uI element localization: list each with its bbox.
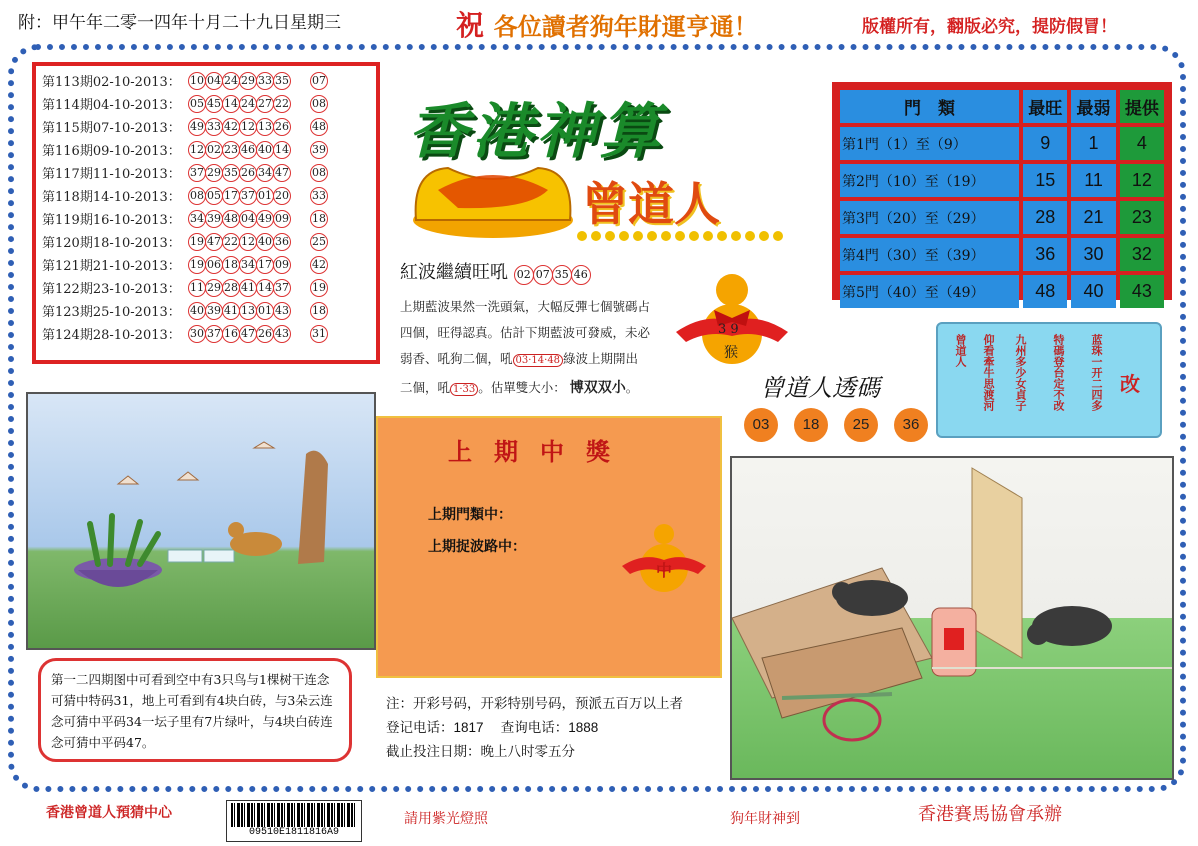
draw-number: 29 — [205, 164, 223, 182]
draw-row — [42, 299, 370, 322]
gate-cell-offer: 32 — [1120, 238, 1164, 271]
gate-cell-name: 第4門（30）至（39） — [840, 238, 1019, 271]
draw-number: 14 — [256, 279, 274, 297]
draw-number: 20 — [273, 187, 291, 205]
gate-row — [840, 238, 1164, 271]
draw-row — [42, 161, 370, 184]
draw-number: 47 — [239, 325, 257, 343]
draw-number: 35 — [273, 72, 291, 90]
draw-number: 37 — [188, 164, 206, 182]
draw-number: 12 — [188, 141, 206, 159]
draw-special-number: 25 — [310, 233, 328, 251]
red-wave-number: 02 — [514, 265, 534, 285]
draw-label: 第117期11-10-2013： — [42, 167, 181, 182]
draw-special-number: 42 — [310, 256, 328, 274]
analysis-paragraph — [400, 294, 660, 403]
draw-label: 第121期21-10-2013： — [42, 259, 181, 274]
gate-cell-offer: 23 — [1120, 201, 1164, 234]
para-badge: 03·14·48 — [513, 354, 564, 367]
gate-cell-name: 第2門（10）至（19） — [840, 164, 1019, 197]
para-line: 四個，旺得認真。估計下期藍波可發威，未必 — [400, 325, 651, 340]
draw-number: 41 — [239, 279, 257, 297]
draw-number: 43 — [273, 302, 291, 320]
draw-number: 13 — [239, 302, 257, 320]
riddle-scroll — [936, 322, 1162, 438]
gourd-label: 猴 — [724, 345, 738, 361]
gate-row — [840, 127, 1164, 160]
gate-cell-offer: 12 — [1120, 164, 1164, 197]
draw-number: 46 — [239, 141, 257, 159]
draw-number: 22 — [273, 95, 291, 113]
riddle-explanation: 第一二四期图中可看到空中有3只鸟与1棵树干连念可猜中特码31，地上可看到有4块白砖，与3朵云连念可猜中平码34一坛子里有7片绿叶，与4块白砖连念可猜中平码47。 — [38, 658, 352, 762]
draw-row — [42, 276, 370, 299]
gate-cell-hot: 15 — [1023, 164, 1067, 197]
last-win-title: 上期中獎 — [448, 437, 632, 466]
draw-label: 第123期25-10-2013： — [42, 305, 181, 320]
draw-number: 18 — [222, 256, 240, 274]
tout-number: 36 — [894, 408, 928, 442]
draw-row — [42, 92, 370, 115]
draw-label: 第119期16-10-2013： — [42, 213, 181, 228]
draw-row — [42, 69, 370, 92]
gate-cell-cold: 40 — [1071, 275, 1115, 308]
draw-number: 23 — [222, 141, 240, 159]
draw-number: 37 — [273, 279, 291, 297]
info-note: 注：开彩号码，开彩特别号码，预派五百万以上者 — [386, 696, 683, 711]
draw-special-number: 08 — [310, 164, 328, 182]
gate-cell-cold: 21 — [1071, 201, 1115, 234]
info-deadline: 截止投注日期：晚上八时零五分 — [386, 744, 575, 759]
gate-cell-cold: 11 — [1071, 164, 1115, 197]
illustration-art — [28, 394, 374, 648]
draw-number: 24 — [239, 95, 257, 113]
para-line — [400, 346, 660, 374]
gate-header: 最弱 — [1071, 90, 1115, 123]
draw-special-number: 33 — [310, 187, 328, 205]
para-text: 二個，吼 — [400, 380, 451, 395]
draw-number: 19 — [188, 233, 206, 251]
gate-header: 門 類 — [840, 90, 1019, 123]
draw-number: 40 — [256, 141, 274, 159]
draw-row — [42, 207, 370, 230]
gate-row — [840, 275, 1164, 308]
gate-cell-name: 第1門（1）至（9） — [840, 127, 1019, 160]
draw-number: 49 — [256, 210, 274, 228]
draw-row — [42, 115, 370, 138]
draw-label: 第122期23-10-2013： — [42, 282, 181, 297]
red-wave-number: 46 — [571, 265, 591, 285]
gourd-numbers: 3 9 — [718, 322, 739, 337]
draw-label: 第124期28-10-2013： — [42, 328, 181, 343]
draw-number: 36 — [273, 233, 291, 251]
para-line: 上期藍波果然一洗頭氣，大幅反彈七個號碼占 — [400, 299, 651, 314]
draw-number: 48 — [222, 210, 240, 228]
draw-number: 22 — [222, 233, 240, 251]
tout-number: 25 — [844, 408, 878, 442]
gold-ingot-image — [408, 150, 578, 242]
draw-number: 39 — [205, 302, 223, 320]
last-win-panel — [376, 416, 722, 678]
draw-number: 27 — [256, 95, 274, 113]
draw-number: 09 — [273, 210, 291, 228]
draw-number: 45 — [205, 95, 223, 113]
draw-special-number: 48 — [310, 118, 328, 136]
draw-number: 10 — [188, 72, 206, 90]
draw-number: 29 — [239, 72, 257, 90]
gate-cell-cold: 1 — [1071, 127, 1115, 160]
scroll-col: 九州多少女貞子 — [1014, 334, 1027, 411]
draw-number: 30 — [188, 325, 206, 343]
draw-number: 34 — [188, 210, 206, 228]
last-win-wave: 上期捉波路中： — [428, 539, 526, 555]
scroll-col: 仰看牽牛思渡河 — [982, 334, 995, 411]
draw-row — [42, 322, 370, 345]
draw-label: 第118期14-10-2013： — [42, 190, 181, 205]
last-win-gate: 上期門類中： — [428, 507, 512, 523]
draw-number: 13 — [256, 118, 274, 136]
riddle-illustration-1 — [26, 392, 376, 650]
red-wave-numbers — [514, 262, 590, 283]
draw-special-number: 08 — [310, 95, 328, 113]
draw-number: 39 — [205, 210, 223, 228]
draw-number: 11 — [188, 279, 206, 297]
footer-left: 香港曾道人預猜中心 — [46, 805, 172, 821]
draw-number: 19 — [188, 256, 206, 274]
draw-number: 33 — [205, 118, 223, 136]
draw-number: 40 — [256, 233, 274, 251]
gate-cell-name: 第3門（20）至（29） — [840, 201, 1019, 234]
draw-number: 49 — [188, 118, 206, 136]
draw-row — [42, 138, 370, 161]
gate-cell-name: 第5門（40）至（49） — [840, 275, 1019, 308]
draw-number: 37 — [205, 325, 223, 343]
red-wave-label: 紅波繼續旺吼 — [400, 262, 508, 283]
draw-special-number: 39 — [310, 141, 328, 159]
draw-number: 33 — [256, 72, 274, 90]
draw-number: 40 — [188, 302, 206, 320]
red-wave-number: 35 — [552, 265, 572, 285]
gate-table-panel — [832, 82, 1172, 300]
draw-number: 26 — [273, 118, 291, 136]
gate-header: 最旺 — [1023, 90, 1067, 123]
draw-number: 02 — [205, 141, 223, 159]
odd-even-pick: 博双双小 — [569, 379, 626, 395]
info-phones: 登记电话：1817 查询电话：1888 — [386, 720, 599, 735]
draw-number: 17 — [256, 256, 274, 274]
draw-number: 16 — [222, 325, 240, 343]
draw-number: 17 — [222, 187, 240, 205]
draw-special-number: 18 — [310, 210, 328, 228]
draw-number: 47 — [273, 164, 291, 182]
draw-number: 04 — [239, 210, 257, 228]
greeting — [456, 4, 758, 44]
draw-number: 04 — [205, 72, 223, 90]
scroll-col: 蓝珠一开二四多 — [1090, 334, 1103, 411]
gate-cell-offer: 43 — [1120, 275, 1164, 308]
gate-cell-offer: 4 — [1120, 127, 1164, 160]
footer-slogan: 狗年財神到 — [730, 811, 800, 827]
draw-number: 14 — [222, 95, 240, 113]
footer-right: 香港賽馬協會承辦 — [918, 804, 1062, 825]
page-subtitle: 曾道人 — [582, 177, 720, 231]
draw-row — [42, 184, 370, 207]
gate-header: 提供 — [1120, 90, 1164, 123]
para-text: 。 — [625, 380, 639, 395]
gate-cell-hot: 28 — [1023, 201, 1067, 234]
gate-row — [840, 164, 1164, 197]
para-text: 綠波上期開出 — [563, 351, 639, 366]
draw-number: 12 — [239, 118, 257, 136]
draw-number: 09 — [273, 256, 291, 274]
page-title: 香港神算 — [408, 97, 664, 167]
red-wave-line — [400, 258, 590, 285]
draw-special-number: 31 — [310, 325, 328, 343]
draw-special-number: 18 — [310, 302, 328, 320]
draw-number: 05 — [205, 187, 223, 205]
riddle-illustration-2 — [730, 456, 1174, 780]
para-text: 。估單雙大小： — [478, 380, 566, 395]
tout-number: 18 — [794, 408, 828, 442]
date-line: 附：甲午年二零一四年十月二十九日星期三 — [18, 13, 341, 33]
draw-number: 26 — [239, 164, 257, 182]
rights-notice: 版權所有，翻版必究，提防假冒！ — [862, 17, 1117, 37]
win-badge: 中 — [656, 561, 673, 580]
tout-title: 曾道人透碼 — [760, 374, 880, 402]
draw-number: 08 — [188, 187, 206, 205]
draw-number: 42 — [222, 118, 240, 136]
draw-number: 29 — [205, 279, 223, 297]
draw-number: 24 — [222, 72, 240, 90]
draw-number: 43 — [273, 325, 291, 343]
draw-history-panel — [32, 62, 380, 364]
footer-uv-note: 請用紫光燈照 — [404, 811, 488, 827]
draw-label: 第113期02-10-2013： — [42, 75, 181, 90]
para-line — [400, 374, 660, 403]
gate-row — [840, 201, 1164, 234]
illustration-art — [732, 458, 1172, 778]
draw-number: 41 — [222, 302, 240, 320]
greeting-big: 祝 — [456, 9, 485, 42]
tout-number: 03 — [744, 408, 778, 442]
draw-number: 01 — [256, 302, 274, 320]
draw-number: 35 — [222, 164, 240, 182]
draw-label: 第115期07-10-2013： — [42, 121, 181, 136]
red-wave-number: 07 — [533, 265, 553, 285]
draw-row — [42, 253, 370, 276]
greeting-rest: 各位讀者狗年財運亨通！ — [493, 12, 758, 41]
dot-underline — [574, 228, 794, 244]
gate-table — [836, 86, 1168, 312]
draw-number: 34 — [239, 256, 257, 274]
draw-number: 14 — [273, 141, 291, 159]
barcode — [226, 800, 362, 842]
para-badge: 1·33 — [450, 383, 478, 396]
draw-number: 28 — [222, 279, 240, 297]
draw-label: 第116期09-10-2013： — [42, 144, 181, 159]
draw-number: 34 — [256, 164, 274, 182]
draw-number: 26 — [256, 325, 274, 343]
draw-special-number: 19 — [310, 279, 328, 297]
scroll-col: 特碼登台定不改 — [1052, 334, 1065, 411]
draw-row — [42, 230, 370, 253]
draw-label: 第120期18-10-2013： — [42, 236, 181, 251]
scroll-col: 曾道人 — [954, 334, 967, 367]
draw-number: 05 — [188, 95, 206, 113]
draw-number: 12 — [239, 233, 257, 251]
gate-cell-cold: 30 — [1071, 238, 1115, 271]
barcode-bars — [231, 803, 357, 827]
draw-number: 06 — [205, 256, 223, 274]
draw-number: 47 — [205, 233, 223, 251]
barcode-number: 09510E1811816A9 — [248, 827, 339, 838]
gate-cell-hot: 48 — [1023, 275, 1067, 308]
draw-number: 37 — [239, 187, 257, 205]
gourd-image — [666, 252, 796, 382]
para-text: 弱香、吼狗二個，吼 — [400, 351, 513, 366]
gate-cell-hot: 9 — [1023, 127, 1067, 160]
draw-number: 01 — [256, 187, 274, 205]
gate-cell-hot: 36 — [1023, 238, 1067, 271]
draw-label: 第114期04-10-2013： — [42, 98, 181, 113]
draw-special-number: 07 — [310, 72, 328, 90]
scroll-change-mark: 改 — [1120, 372, 1140, 396]
